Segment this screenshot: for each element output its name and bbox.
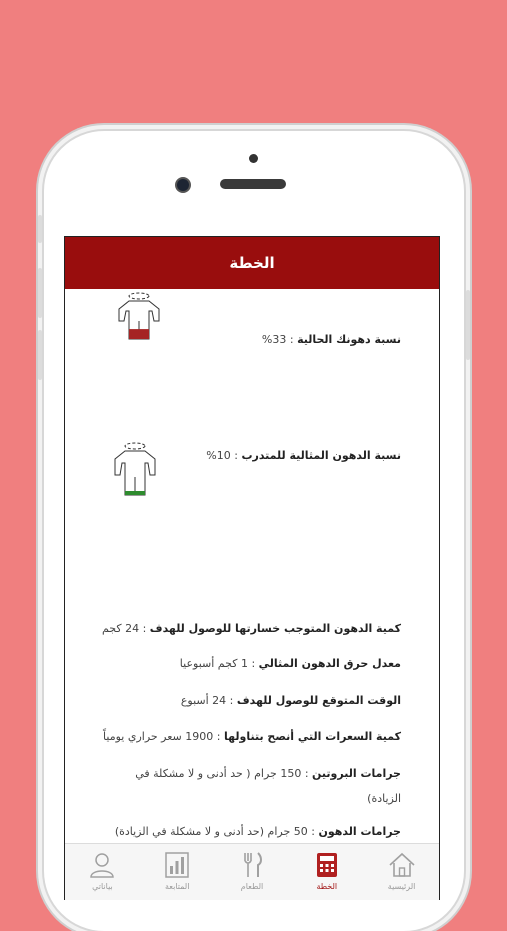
front-sensor (249, 154, 258, 163)
tab-plan[interactable] (289, 844, 364, 900)
tab-label: الخطة (316, 882, 338, 891)
ideal-fat-row (206, 449, 401, 462)
page-title: الخطة (229, 254, 275, 272)
current-fat-value: : 33% (261, 333, 298, 346)
expected-time-value: : 24 أسبوع (180, 694, 237, 707)
tab-label: الرئيسية (387, 882, 416, 891)
volume-up-button (38, 268, 42, 318)
fat-level-fill (129, 329, 149, 339)
chart-icon (163, 851, 191, 879)
tab-label: الطعام (240, 882, 264, 891)
tab-profile[interactable] (65, 844, 140, 900)
current-fat-label: نسبة دهونك الحالية (297, 333, 401, 346)
tab-food[interactable] (215, 844, 290, 900)
expected-time-row (181, 694, 401, 707)
plan-content[interactable] (65, 289, 439, 844)
tab-label: المتابعة (164, 882, 190, 891)
tab-tracking[interactable] (140, 844, 215, 900)
protein-value: : 150 جرام ( حد أدنى و لا مشكلة في الزيادة) (135, 767, 401, 805)
fork-knife-icon (238, 851, 266, 879)
tab-home[interactable] (364, 844, 439, 900)
calculator-icon (313, 851, 341, 879)
fat-to-lose-row (102, 622, 401, 635)
calories-value: : 1900 سعر حراري يومياً (103, 730, 224, 743)
fat-to-lose-label: كمية الدهون المتوجب خسارتها للوصول للهدف (149, 622, 401, 635)
ideal-fat-value: : 10% (206, 449, 242, 462)
bottom-tab-bar (65, 843, 439, 900)
expected-time-label: الوقت المتوقع للوصول للهدف (236, 694, 401, 707)
current-fat-row (262, 333, 401, 346)
protein-row (99, 761, 401, 811)
front-camera (177, 179, 189, 191)
protein-label: جرامات البروتين (312, 767, 401, 780)
calories-row (103, 730, 401, 743)
fats-value: : 50 جرام (حد أدنى و لا مشكلة في الزيادة) (114, 825, 319, 838)
tab-label: بياناتي (92, 882, 113, 891)
body-fat-ideal-figure (105, 439, 165, 501)
power-button (466, 290, 470, 360)
fats-row (99, 819, 401, 844)
header-bar (65, 237, 439, 289)
calories-label: كمية السعرات التي أنصح بتناولها (223, 730, 401, 743)
ideal-fat-label: نسبة الدهون المثالية للمتدرب (241, 449, 401, 462)
burn-rate-value: : 1 كجم أسبوعيا (179, 657, 259, 670)
fat-level-fill (125, 491, 145, 495)
user-icon (88, 851, 116, 879)
burn-rate-row (180, 657, 401, 670)
app-screen (64, 236, 440, 900)
mute-switch (38, 215, 42, 243)
fats-label: جرامات الدهون (318, 825, 401, 838)
volume-down-button (38, 330, 42, 380)
home-icon (388, 851, 416, 879)
burn-rate-label: معدل حرق الدهون المثالي (258, 657, 401, 670)
earpiece-speaker (220, 179, 286, 189)
body-fat-current-figure (109, 289, 169, 345)
fat-to-lose-value: : 24 كجم (101, 622, 150, 635)
